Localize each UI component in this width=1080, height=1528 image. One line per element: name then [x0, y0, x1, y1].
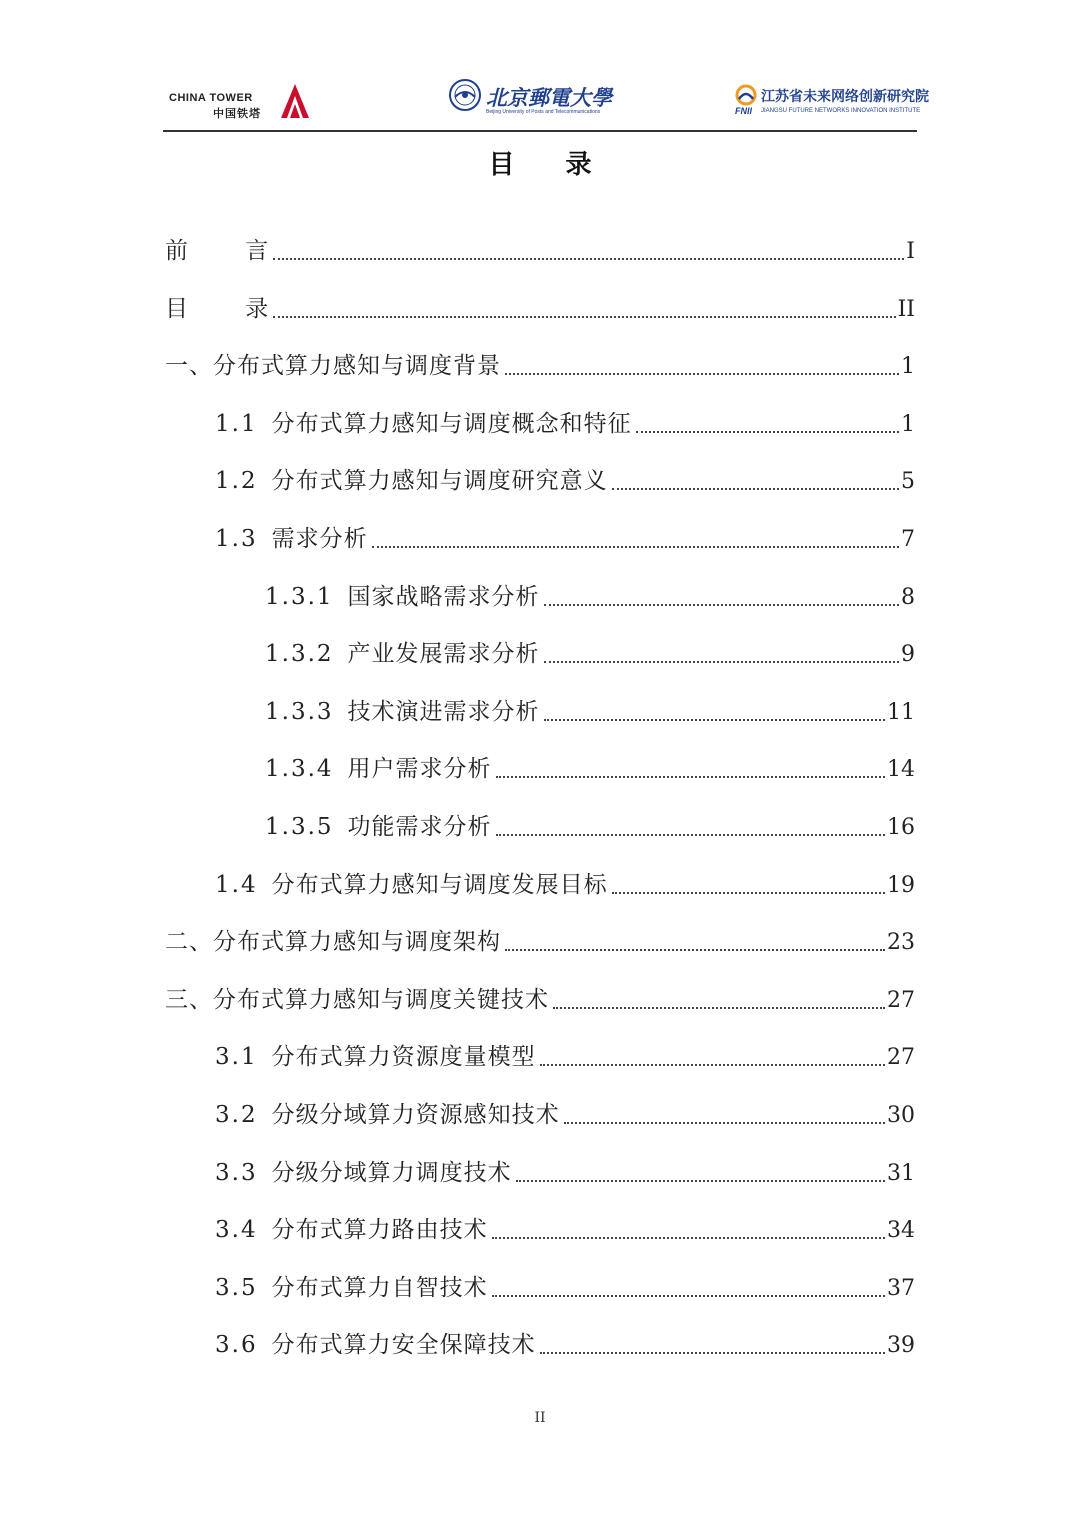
toc-entry-page: 11	[887, 700, 915, 725]
toc-entry-page: II	[897, 297, 915, 322]
toc-entry-page: 8	[901, 585, 915, 610]
toc-entry[interactable]	[215, 1215, 915, 1245]
toc-entry[interactable]	[265, 697, 915, 727]
toc-entry-label: 分级分域算力调度技术	[271, 1160, 512, 1186]
toc-entry-label: 需求分析	[271, 526, 368, 552]
toc-entry-number: 1.3.4	[265, 756, 334, 782]
toc-dot-leader	[612, 488, 899, 490]
fnii-name-en: JIANGSU FUTURE NETWORKS INNOVATION INSTITUTE	[761, 108, 921, 114]
toc-entry[interactable]	[215, 870, 915, 900]
toc-entry-label: 分布式算力感知与调度研究意义	[271, 468, 608, 494]
toc-dot-leader	[492, 1295, 885, 1297]
toc-entry[interactable]	[165, 294, 915, 324]
toc-dot-leader	[496, 834, 885, 836]
toc-entry-number: 3.3	[215, 1160, 258, 1186]
toc-entry-number: 3.2	[215, 1102, 258, 1128]
toc-entry[interactable]	[215, 524, 915, 554]
toc-entry[interactable]	[215, 1330, 915, 1360]
toc-entry-label: 目 录	[165, 296, 270, 322]
toc-entry-label: 技术演进需求分析	[347, 699, 540, 725]
toc-entry-page: 31	[887, 1161, 915, 1186]
toc-dot-leader	[544, 719, 885, 721]
toc-dot-leader	[553, 1007, 885, 1009]
toc-entry[interactable]	[215, 1158, 915, 1188]
toc-entry-page: 7	[901, 527, 915, 552]
toc-entry-label: 一、分布式算力感知与调度背景	[165, 353, 501, 379]
bupt-name-en: Beijing University of Posts and Telecommunications	[486, 109, 601, 115]
toc-entry-label: 国家战略需求分析	[347, 584, 540, 610]
toc-entry-label: 三、分布式算力感知与调度关键技术	[165, 987, 549, 1013]
toc-entry[interactable]	[215, 1273, 915, 1303]
toc-entry-number: 1.3.1	[265, 584, 334, 610]
toc-entry-label: 功能需求分析	[347, 814, 492, 840]
china-tower-name-en: CHINA TOWER	[169, 92, 253, 104]
toc-entry-number: 1.3	[215, 526, 258, 552]
fnii-name-cn: 江苏省未来网络创新研究院	[761, 89, 929, 105]
toc-entry-label: 用户需求分析	[347, 756, 492, 782]
toc-entry-page: 23	[887, 930, 915, 955]
toc-dot-leader	[544, 604, 899, 606]
toc-entry[interactable]	[265, 812, 915, 842]
toc-entry-page: 27	[887, 1045, 915, 1070]
toc-entry-page: 19	[887, 873, 915, 898]
page-number: II	[534, 1410, 546, 1426]
toc-entry[interactable]	[215, 409, 915, 439]
toc-dot-leader	[636, 431, 899, 433]
toc-entry[interactable]	[265, 639, 915, 669]
toc-entry-page: 30	[887, 1103, 915, 1128]
toc-dot-leader	[540, 1064, 885, 1066]
toc-entry-page: 27	[887, 988, 915, 1013]
toc-dot-leader	[564, 1122, 885, 1124]
toc-dot-leader	[273, 316, 895, 318]
toc-dot-leader	[540, 1352, 885, 1354]
toc-entry-number: 1.4	[215, 872, 258, 898]
toc-entry-number: 1.2	[215, 468, 258, 494]
toc-entry-page: 9	[901, 642, 915, 667]
toc-entry-number: 1.3.3	[265, 699, 334, 725]
toc-entry-page: 1	[901, 354, 915, 379]
toc-dot-leader	[612, 892, 885, 894]
toc-entry-label: 分布式算力安全保障技术	[271, 1332, 536, 1358]
bupt-name-cn: 北京郵電大學	[486, 85, 612, 110]
toc-entry-page: 34	[887, 1218, 915, 1243]
toc-entry-page: 1	[901, 412, 915, 437]
toc-entry-label: 分级分域算力资源感知技术	[271, 1102, 560, 1128]
toc-entry-label: 分布式算力感知与调度概念和特征	[271, 411, 632, 437]
toc-entry-page: 16	[887, 815, 915, 840]
toc-dot-leader	[372, 546, 899, 548]
toc-entry-label: 二、分布式算力感知与调度架构	[165, 929, 501, 955]
toc-entry-page: 39	[887, 1333, 915, 1358]
page-title: 目 录	[488, 150, 592, 180]
toc-entry[interactable]	[215, 1100, 915, 1130]
toc-entry[interactable]	[215, 466, 915, 496]
toc-entry[interactable]	[165, 927, 915, 957]
toc-dot-leader	[492, 1237, 885, 1239]
toc-entry-label: 前 言	[165, 238, 270, 264]
toc-dot-leader	[273, 258, 904, 260]
toc-entry-number: 1.3.5	[265, 814, 334, 840]
toc-entry-label: 分布式算力自智技术	[271, 1275, 488, 1301]
toc-entry[interactable]	[265, 754, 915, 784]
toc-dot-leader	[544, 661, 899, 663]
toc-entry-page: I	[906, 239, 915, 264]
toc-entry-number: 1.1	[215, 411, 258, 437]
toc-entry[interactable]	[265, 582, 915, 612]
toc-entry-label: 分布式算力感知与调度发展目标	[271, 872, 608, 898]
toc-entry-number: 1.3.2	[265, 641, 334, 667]
toc-entry-page: 14	[887, 757, 915, 782]
china-tower-name-cn: 中国铁塔	[213, 107, 261, 120]
toc-entry-page: 5	[901, 469, 915, 494]
toc-entry[interactable]	[215, 1042, 915, 1072]
toc-dot-leader	[505, 949, 885, 951]
fnii-abbr: FNII	[735, 106, 752, 116]
toc-entry[interactable]	[165, 985, 915, 1015]
toc-dot-leader	[496, 776, 885, 778]
toc-entry-number: 3.1	[215, 1044, 258, 1070]
toc-entry-label: 产业发展需求分析	[347, 641, 540, 667]
toc-entry-number: 3.5	[215, 1275, 258, 1301]
toc-entry-label: 分布式算力资源度量模型	[271, 1044, 536, 1070]
toc-entry[interactable]	[165, 351, 915, 381]
toc-entry-label: 分布式算力路由技术	[271, 1217, 488, 1243]
toc-dot-leader	[505, 373, 899, 375]
toc-entry[interactable]	[165, 236, 915, 266]
toc-entry-number: 3.6	[215, 1332, 258, 1358]
toc-entry-page: 37	[887, 1276, 915, 1301]
toc-entry-number: 3.4	[215, 1217, 258, 1243]
toc-dot-leader	[516, 1180, 885, 1182]
